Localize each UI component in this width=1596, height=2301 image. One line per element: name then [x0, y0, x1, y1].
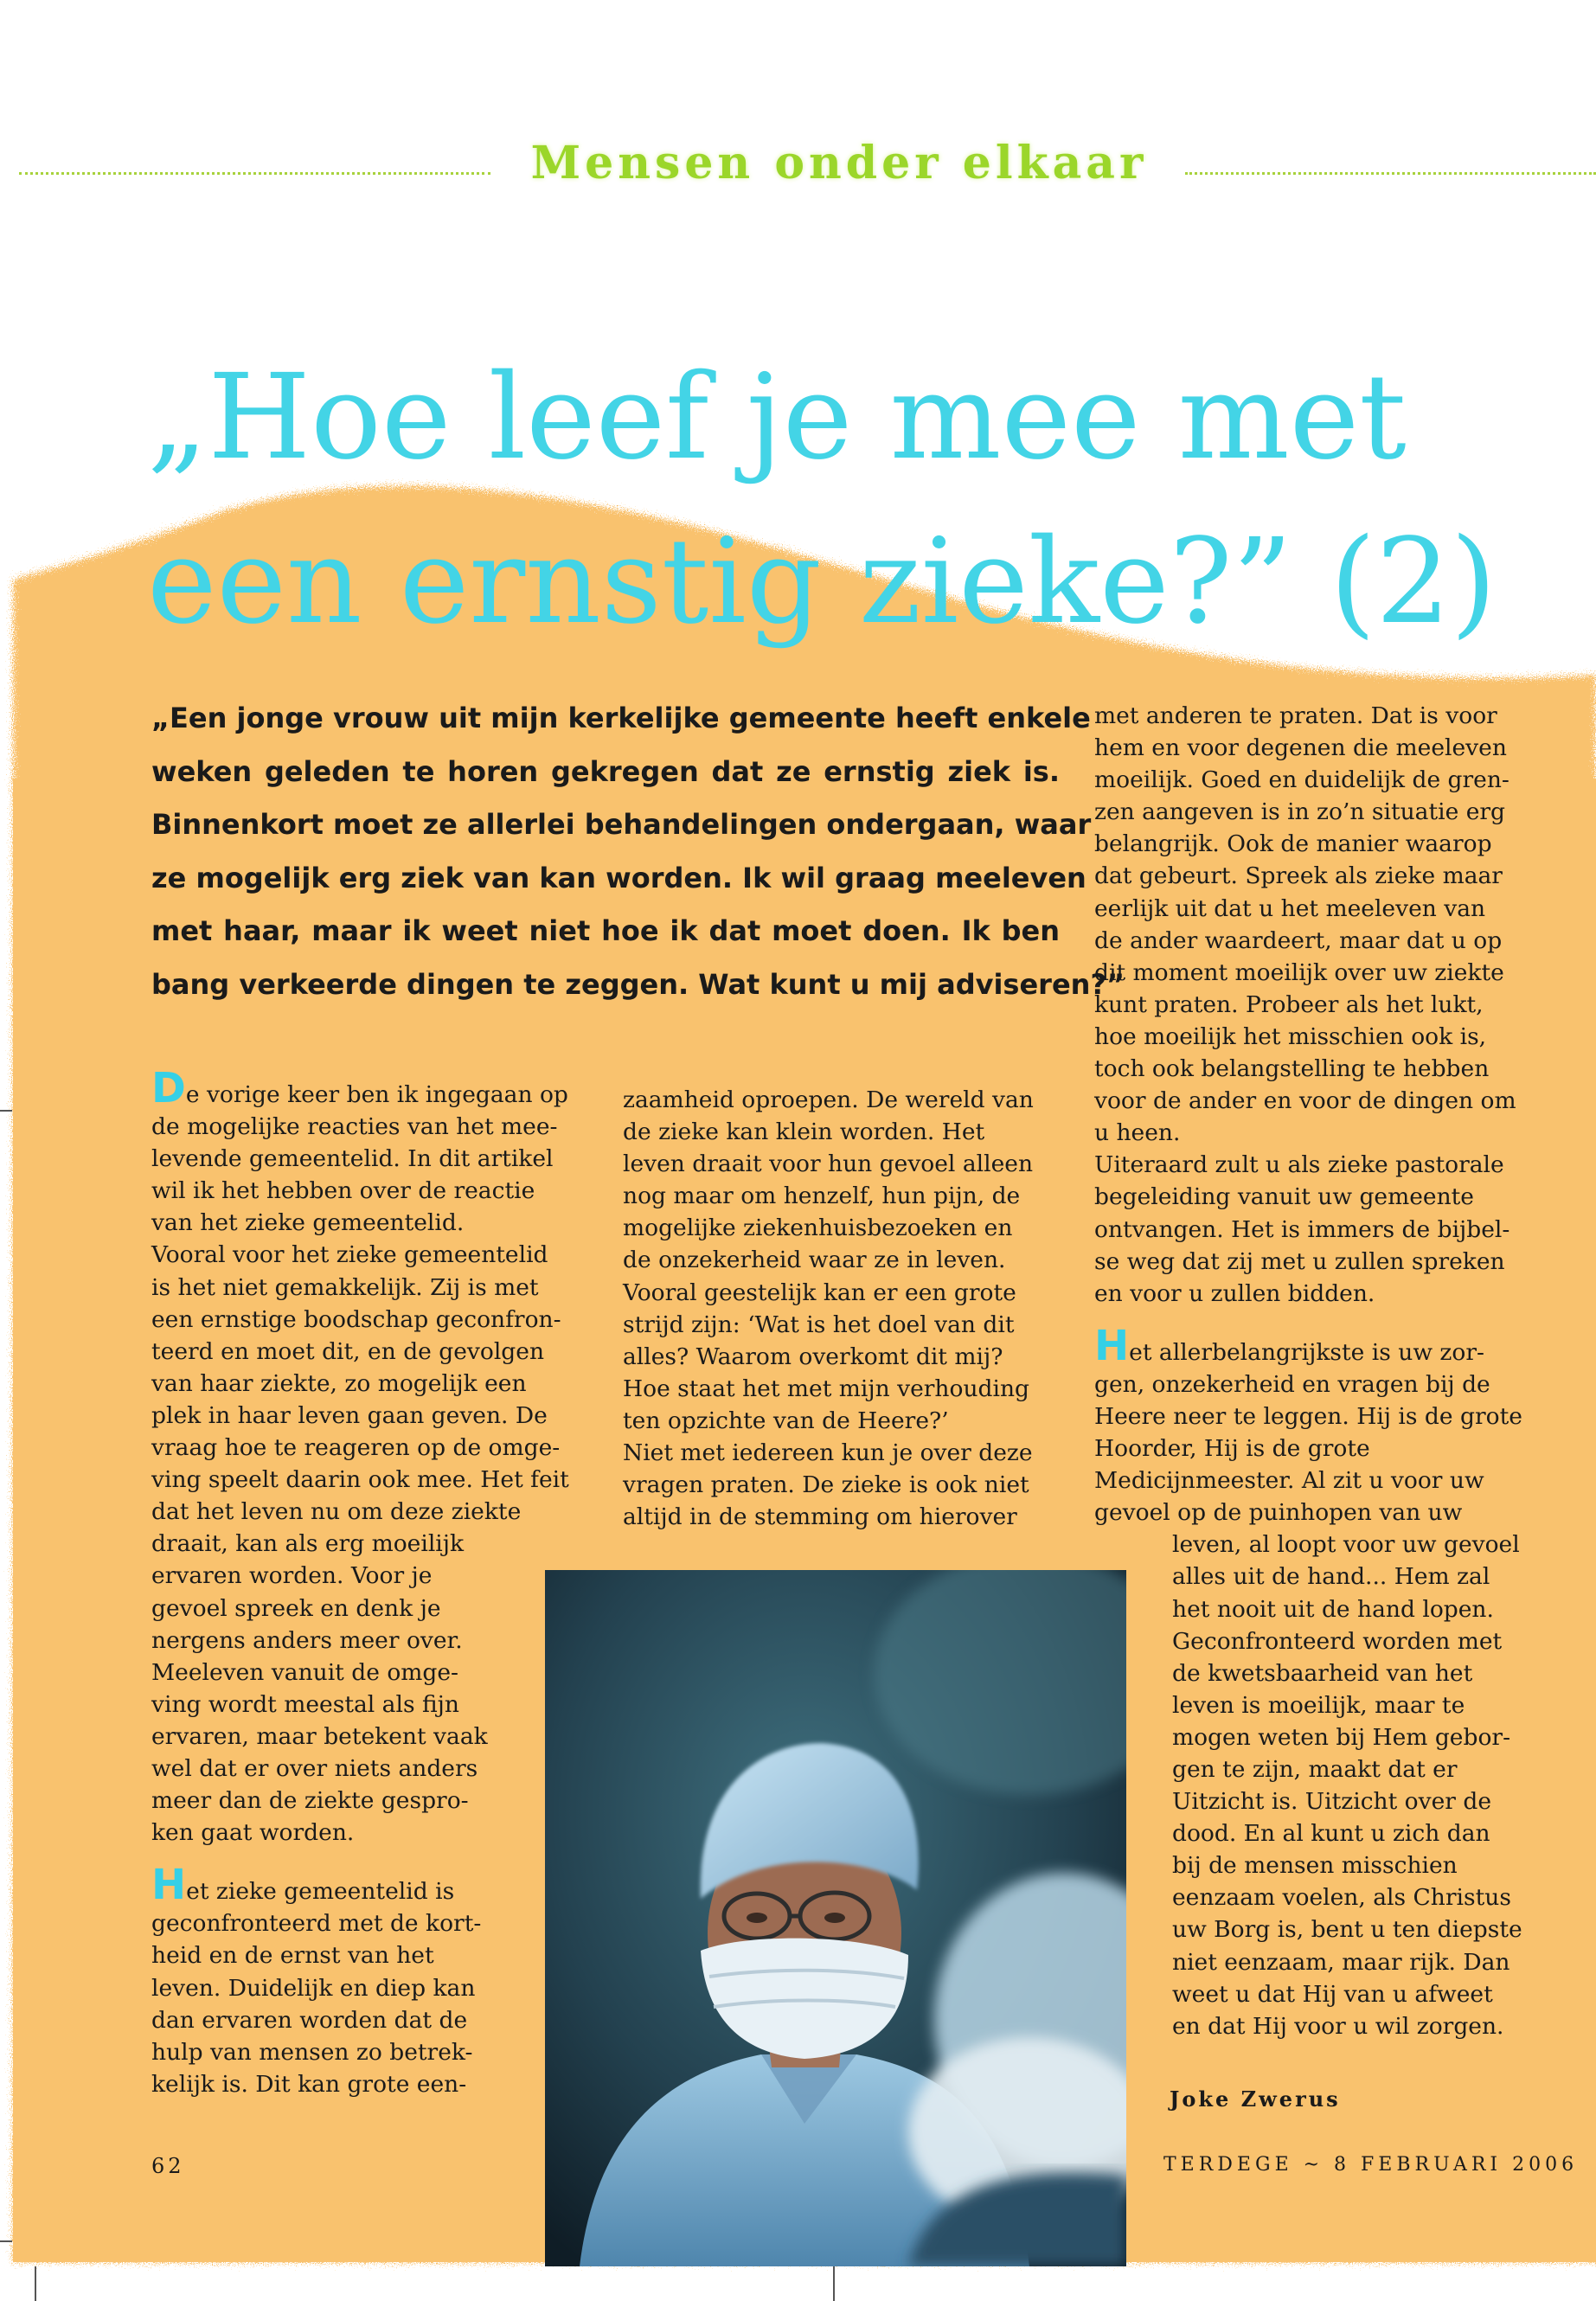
body-line: ken gaat worden.	[151, 1819, 355, 1847]
body-line: Hoorder, Hij is de grote	[1094, 1435, 1370, 1463]
paragraph-first-line: Het allerbelangrijkste is uw zor-	[1094, 1321, 1484, 1370]
body-line: wel dat er over niets anders	[151, 1754, 478, 1782]
body-line: de onzekerheid waar ze in leven.	[623, 1247, 1006, 1274]
body-line: kelijk is. Dit kan grote een-	[151, 2070, 467, 2098]
body-line: is het niet gemakkelijk. Zij is met	[151, 1273, 539, 1301]
body-line: Medicijnmeester. Al zit u voor uw	[1094, 1467, 1484, 1495]
body-column-2	[623, 1084, 1055, 1533]
body-line: Vooral geestelijk kan er een grote	[623, 1279, 1016, 1306]
body-line: leven, al loopt voor uw gevoel	[1172, 1531, 1520, 1559]
body-line: hulp van mensen zo betrek-	[151, 2038, 473, 2066]
rubric-dotted-line-left	[19, 172, 490, 175]
title-line-1: „Hoe leef je mee met	[147, 349, 1407, 486]
body-column-3	[1094, 700, 1579, 2042]
section-rubric: Mensen onder elkaar	[530, 137, 1148, 189]
body-line: dat gebeurt. Spreek als zieke maar	[1094, 862, 1503, 890]
body-line: altijd in de stemming om hierover	[623, 1503, 1017, 1531]
body-line: eerlijk uit dat u het meeleven van	[1094, 894, 1486, 922]
body-line: geconfronteerd met de kort-	[151, 1910, 482, 1938]
title-line-2: een ernstig zieke?” (2)	[147, 514, 1497, 651]
body-line: alles? Waarom overkomt dit mij?	[623, 1343, 1003, 1370]
body-line: toch ook belangstelling te hebben	[1094, 1055, 1490, 1083]
body-line: niet eenzaam, maar rijk. Dan	[1172, 1948, 1510, 1976]
surgeon-photo	[545, 1570, 1126, 2266]
body-line: wil ik het hebben over de reactie	[151, 1177, 535, 1205]
body-line: plek in haar leven gaan geven. De	[151, 1401, 548, 1429]
body-line: ten opzichte van de Heere?’	[623, 1407, 949, 1434]
body-line: Geconfronteerd worden met	[1172, 1627, 1503, 1655]
crop-mark	[0, 1110, 12, 1112]
body-line: een ernstige boodschap geconfron-	[151, 1305, 561, 1333]
body-column-1	[151, 1064, 569, 2100]
body-line: se weg dat zij met u zullen spreken	[1094, 1247, 1505, 1275]
body-line: eenzaam voelen, als Christus	[1172, 1884, 1511, 1912]
drop-cap: H	[1094, 1321, 1130, 1370]
publication-footer: TERDEGE ~ 8 FEBRUARI 2006	[1163, 2154, 1579, 2176]
paragraph-first-line: De vorige keer ben ik ingegaan op	[151, 1064, 568, 1112]
body-line: ervaren worden. Voor je	[151, 1562, 433, 1590]
body-line: Hoe staat het met mijn verhouding	[623, 1375, 1029, 1402]
body-line: gen, onzekerheid en vragen bij de	[1094, 1370, 1490, 1398]
body-line: ontvangen. Het is immers de bijbel-	[1094, 1215, 1510, 1243]
body-line: alles uit de hand... Hem zal	[1172, 1563, 1490, 1591]
body-line: de ander waardeert, maar dat u op	[1094, 926, 1503, 954]
body-line: mogen weten bij Hem gebor-	[1172, 1723, 1511, 1751]
body-line: kunt praten. Probeer als het lukt,	[1094, 990, 1484, 1018]
body-line: en voor u zullen bidden.	[1094, 1279, 1375, 1307]
body-line: Heere neer te leggen. Hij is de grote	[1094, 1402, 1522, 1430]
body-line: Uitzicht is. Uitzicht over de	[1172, 1788, 1492, 1816]
indented-text-block	[1094, 1529, 1579, 2042]
paragraph-first-line: Het zieke gemeentelid is	[151, 1861, 455, 1910]
body-line: begeleiding vanuit uw gemeente	[1094, 1183, 1474, 1211]
body-line: van het zieke gemeentelid.	[151, 1209, 465, 1237]
body-line: uw Borg is, bent u ten diepste	[1172, 1916, 1522, 1944]
crop-mark	[833, 2266, 835, 2301]
body-line: teerd en moet dit, en de gevolgen	[151, 1337, 545, 1365]
article-title	[147, 336, 1531, 664]
page-number: 62	[151, 2154, 185, 2178]
body-line: mogelijke ziekenhuisbezoeken en	[623, 1215, 1013, 1242]
body-line: hem en voor degenen die meeleven	[1094, 734, 1507, 762]
body-line: Niet met iedereen kun je over deze	[623, 1439, 1033, 1467]
body-line: ving speelt daarin ook mee. Het feit	[151, 1466, 569, 1494]
body-line: gen te zijn, maakt dat er	[1172, 1756, 1458, 1783]
body-line: strijd zijn: ‘Wat is het doel van dit	[623, 1311, 1015, 1338]
body-line: zen aangeven is in zo’n situatie erg	[1094, 798, 1506, 826]
body-line: Vooral voor het zieke gemeentelid	[151, 1241, 548, 1269]
body-line: vraag hoe te reageren op de omge-	[151, 1434, 561, 1462]
body-line: de kwetsbaarheid van het	[1172, 1659, 1473, 1687]
body-line: ervaren, maar betekent vaak	[151, 1722, 488, 1750]
body-line: bij de mensen misschien	[1172, 1852, 1458, 1880]
body-line: dit moment moeilijk over uw ziekte	[1094, 958, 1504, 986]
body-line: meer dan de ziekte gespro-	[151, 1787, 469, 1815]
body-line: met anderen te praten. Dat is voor	[1094, 702, 1497, 729]
body-line: draait, kan als erg moeilijk	[151, 1530, 465, 1558]
body-line: belangrijk. Ook de manier waarop	[1094, 830, 1492, 858]
body-line: dat het leven nu om deze ziekte	[151, 1498, 522, 1526]
body-line: nog maar om henzelf, hun pijn, de	[623, 1183, 1021, 1210]
body-line: leven is moeilijk, maar te	[1172, 1691, 1465, 1719]
body-line: de zieke kan klein worden. Het	[623, 1118, 985, 1146]
body-line: levende gemeentelid. In dit artikel	[151, 1145, 554, 1173]
crop-mark	[0, 2240, 12, 2242]
author-signature: Joke Zwerus	[1170, 2086, 1341, 2112]
body-line: moeilijk. Goed en duidelijk de gren-	[1094, 766, 1509, 794]
body-line: leven. Duidelijk en diep kan	[151, 1974, 476, 2002]
body-line: gevoel spreek en denk je	[151, 1594, 441, 1622]
body-line: Meeleven vanuit de omge-	[151, 1658, 459, 1686]
crop-mark	[35, 2266, 36, 2301]
intro-question	[151, 692, 1125, 1011]
body-line: nergens anders meer over.	[151, 1626, 463, 1654]
intro-line: met haar, maar ik weet niet hoe ik dat moet doen. Ik ben	[151, 914, 1060, 947]
intro-line: „Een jonge vrouw uit mijn kerkelijke gemeente heeft enkele	[151, 702, 1091, 734]
body-line: gevoel op de puinhopen van uw	[1094, 1499, 1463, 1527]
body-line: voor de ander en voor de dingen om	[1094, 1087, 1516, 1115]
body-line: en dat Hij voor u wil zorgen.	[1172, 2012, 1504, 2040]
rubric-dotted-line-right	[1185, 172, 1596, 175]
body-line: u heen.	[1094, 1119, 1181, 1147]
drop-cap: D	[151, 1064, 186, 1112]
body-line: Uiteraard zult u als zieke pastorale	[1094, 1151, 1504, 1179]
body-line: de mogelijke reacties van het mee-	[151, 1113, 558, 1141]
intro-line: bang verkeerde dingen te zeggen. Wat kunt u mij adviseren?”	[151, 967, 1125, 1001]
body-line: het nooit uit de hand lopen.	[1172, 1595, 1494, 1623]
body-line: zaamheid oproepen. De wereld van	[623, 1086, 1034, 1113]
body-line: leven draait voor hun gevoel alleen	[623, 1150, 1034, 1178]
body-line: weet u dat Hij van u afweet	[1172, 1980, 1493, 2008]
body-line: heid en de ernst van het	[151, 1942, 434, 1970]
body-line: hoe moeilijk het misschien ook is,	[1094, 1022, 1487, 1050]
intro-line: ze mogelijk erg ziek van kan worden. Ik wil graag meeleven	[151, 861, 1086, 894]
body-line: dan ervaren worden dat de	[151, 2006, 468, 2034]
intro-line: Binnenkort moet ze allerlei behandelingen ondergaan, waar	[151, 808, 1092, 841]
body-line: dood. En al kunt u zich dan	[1172, 1820, 1490, 1848]
intro-line: weken geleden te horen gekregen dat ze ernstig ziek is.	[151, 754, 1060, 788]
body-line: ving wordt meestal als fijn	[151, 1690, 459, 1718]
drop-cap: H	[151, 1861, 187, 1910]
body-line: vragen praten. De zieke is ook niet	[623, 1471, 1029, 1499]
body-line: van haar ziekte, zo mogelijk een	[151, 1369, 527, 1397]
surgeon-illustration	[545, 1570, 1126, 2266]
